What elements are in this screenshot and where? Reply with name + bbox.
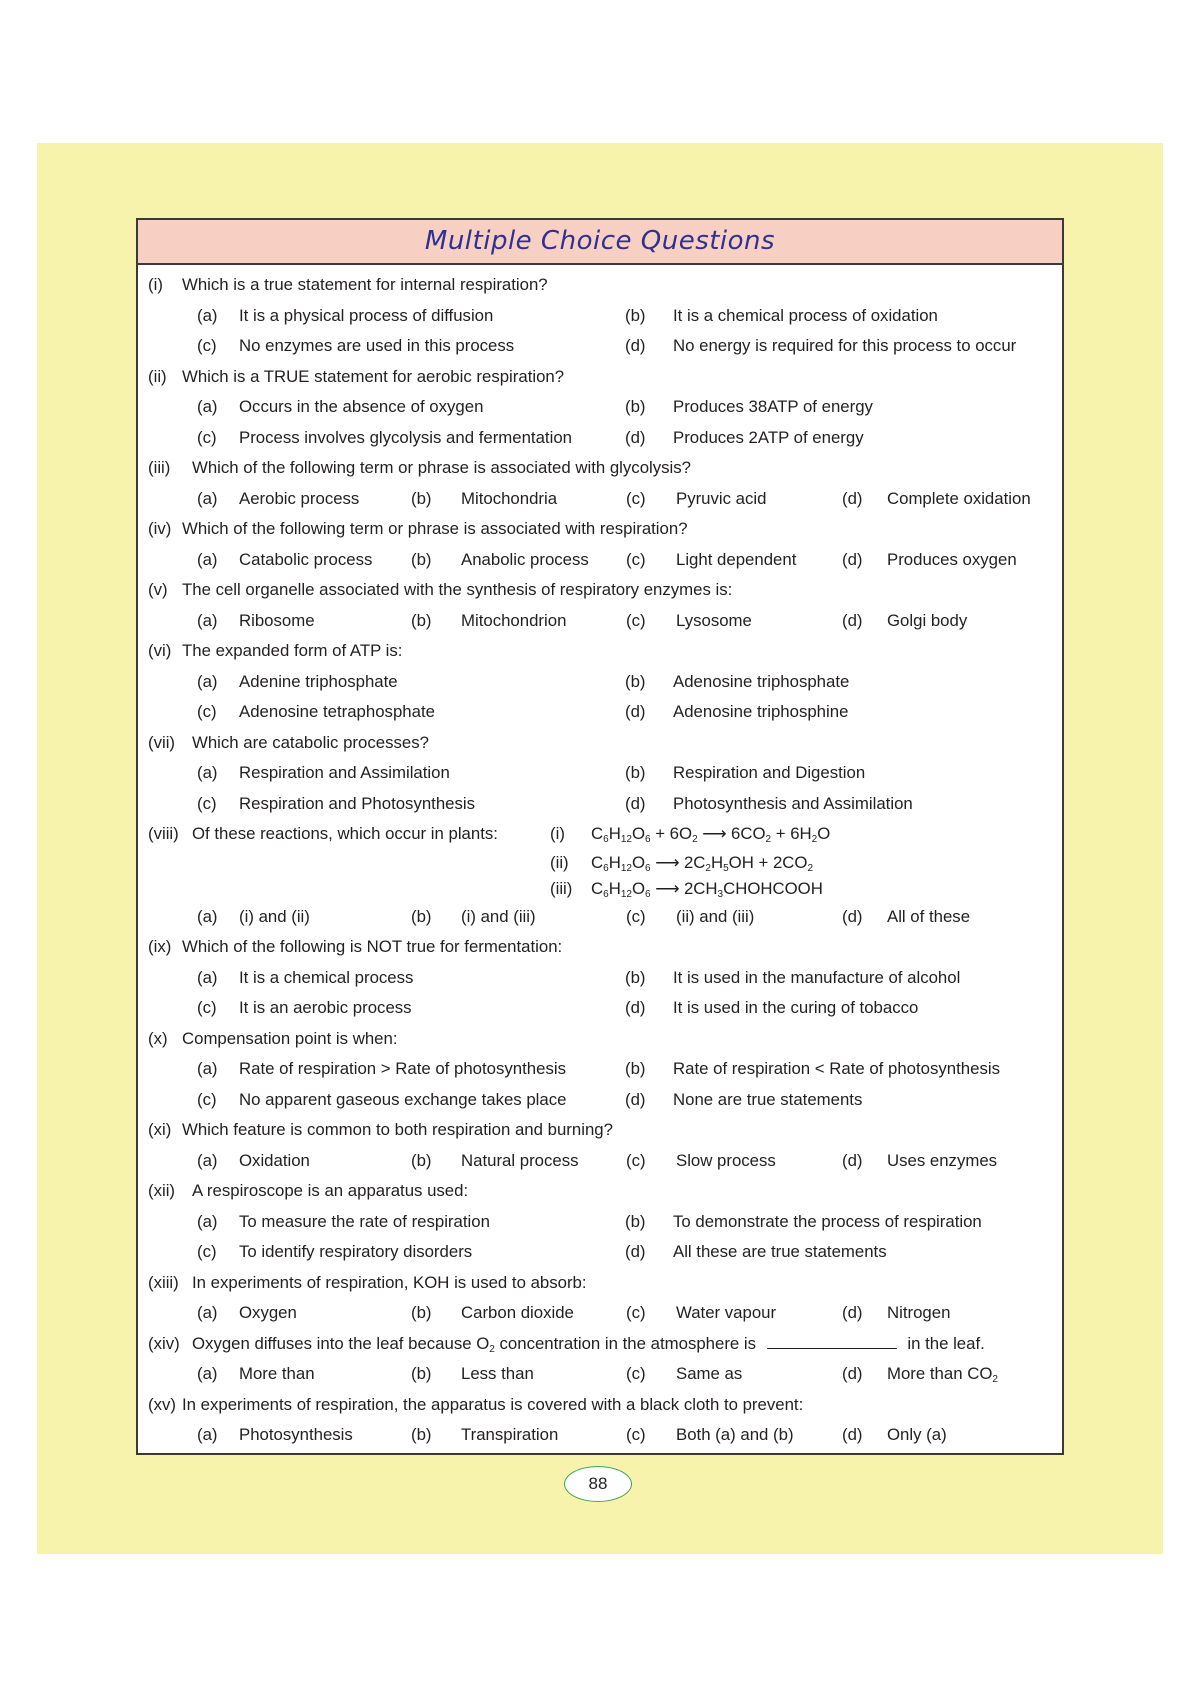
option-row <box>138 1207 1062 1238</box>
option-letter: (a) <box>197 1303 218 1322</box>
option-letter: (b) <box>411 1303 432 1322</box>
option-letter: (b) <box>625 397 646 416</box>
option-text: Occurs in the absence of oxygen <box>239 397 484 416</box>
option-letter: (c) <box>197 998 217 1017</box>
option-letter: (d) <box>842 610 863 630</box>
question-number: (iv) <box>148 519 172 538</box>
option-letter: (b) <box>625 1059 646 1078</box>
question-number: (xiii) <box>148 1272 179 1292</box>
question-row <box>138 1390 1062 1421</box>
option-text: It is a chemical process of oxidation <box>673 305 938 325</box>
page-number: 88 <box>564 1466 632 1502</box>
option-letter: (d) <box>625 998 646 1017</box>
question-number: (xii) <box>148 1181 176 1200</box>
option-text: It is a physical process of diffusion <box>239 305 494 325</box>
question-text: In experiments of respiration, the apparatus is covered with a black cloth to prevent: <box>182 1394 804 1414</box>
option-letter: (a) <box>197 397 218 416</box>
option-letter: (a) <box>197 549 218 569</box>
question-number: (xiv) <box>148 1333 180 1353</box>
option-row <box>138 993 1062 1024</box>
option-letter: (c) <box>197 336 217 355</box>
reaction-number: (iii) <box>550 878 573 898</box>
option-text: Pyruvic acid <box>676 488 767 508</box>
question-text: The cell organelle associated with the synthesis of respiratory enzymes is: <box>182 580 733 599</box>
question-number: (xv) <box>148 1394 176 1414</box>
option-letter: (d) <box>842 549 863 569</box>
option-letter: (b) <box>625 671 646 691</box>
option-letter: (a) <box>197 1059 218 1078</box>
option-row <box>138 545 1062 576</box>
option-letter: (c) <box>197 1089 217 1109</box>
option-letter: (a) <box>197 1211 218 1231</box>
option-text: Mitochondrion <box>461 610 567 630</box>
option-text: Aerobic process <box>239 488 360 508</box>
option-letter: (d) <box>842 1303 863 1322</box>
option-letter: (d) <box>842 488 863 508</box>
option-text: Photosynthesis and Assimilation <box>673 793 913 813</box>
option-text: Only (a) <box>887 1425 947 1444</box>
option-row <box>138 902 1062 933</box>
option-letter: (d) <box>625 336 646 355</box>
option-text: Water vapour <box>676 1303 777 1322</box>
option-text: All these are true statements <box>673 1242 887 1261</box>
question-number: (viii) <box>148 824 179 843</box>
option-letter: (a) <box>197 488 218 508</box>
option-letter: (c) <box>626 1303 646 1322</box>
option-row <box>138 301 1062 332</box>
reaction-equation: $C_6H_{12}O_6 + 6O_2$ ⟶ $6CO_2 + 6H_2O$ <box>591 824 831 845</box>
option-text: Transpiration <box>461 1425 559 1444</box>
option-letter: (c) <box>626 488 646 508</box>
option-letter: (c) <box>626 549 646 569</box>
option-text: More than $CO_2$ <box>887 1364 998 1385</box>
option-letter: (c) <box>626 1425 646 1444</box>
option-row <box>138 697 1062 728</box>
option-text: Produces 2ATP of energy <box>673 427 864 447</box>
question-number: (i) <box>148 275 163 294</box>
option-letter: (c) <box>197 427 217 447</box>
option-row <box>138 1146 1062 1177</box>
option-text: No enzymes are used in this process <box>239 336 515 355</box>
option-text: Photosynthesis <box>239 1425 353 1444</box>
option-text: Respiration and Digestion <box>673 763 866 782</box>
option-text: Slow process <box>676 1150 776 1170</box>
question-row <box>138 1268 1062 1299</box>
option-letter: (c) <box>626 906 646 926</box>
option-letter: (c) <box>626 1150 646 1170</box>
question-row <box>138 362 1062 393</box>
option-text: Mitochondria <box>461 488 558 508</box>
question-list <box>138 265 1062 1451</box>
question-text: Which of the following is NOT true for fermentation: <box>182 937 563 956</box>
question-text: Which are catabolic processes? <box>192 732 429 752</box>
question-number: (xi) <box>148 1120 172 1139</box>
option-letter: (a) <box>197 671 218 691</box>
option-row <box>138 1054 1062 1085</box>
question-row <box>138 1176 1062 1207</box>
option-letter: (b) <box>411 1425 432 1444</box>
question-number: (ii) <box>148 366 167 386</box>
reaction-equation: $C_6H_{12}O_6$ ⟶ $2C_2H_5OH + 2CO_2$ <box>591 852 814 874</box>
option-text: Rate of respiration > Rate of photosynthesis <box>239 1059 566 1078</box>
reaction-row <box>138 850 1062 876</box>
option-letter: (b) <box>411 488 432 508</box>
question-row <box>138 514 1062 545</box>
question-text: Which is a true statement for internal respiration? <box>182 275 548 294</box>
option-text: Light dependent <box>676 549 797 569</box>
option-row <box>138 1298 1062 1329</box>
question-number: (vi) <box>148 641 172 660</box>
question-row <box>138 636 1062 667</box>
option-letter: (c) <box>197 702 217 721</box>
question-text: Which feature is common to both respiration and burning? <box>182 1120 613 1139</box>
option-text: (i) and (ii) <box>239 906 310 926</box>
option-text: Respiration and Photosynthesis <box>239 793 476 813</box>
question-row <box>138 728 1062 759</box>
option-row <box>138 331 1062 362</box>
option-text: Both (a) and (b) <box>676 1425 794 1444</box>
option-letter: (c) <box>197 1242 217 1261</box>
option-text: Lysosome <box>676 610 752 630</box>
option-letter: (c) <box>626 610 646 630</box>
option-letter: (b) <box>411 1150 432 1170</box>
option-text: Adenosine triphosphine <box>673 702 849 721</box>
question-row <box>138 932 1062 963</box>
option-letter: (b) <box>625 1211 646 1231</box>
question-row <box>138 453 1062 484</box>
option-text: No apparent gaseous exchange takes place <box>239 1089 567 1109</box>
option-letter: (a) <box>197 305 218 325</box>
option-text: Produces oxygen <box>887 549 1017 569</box>
option-text: None are true statements <box>673 1089 863 1109</box>
option-text: Rate of respiration < Rate of photosynthesis <box>673 1059 1000 1078</box>
option-letter: (d) <box>625 427 646 447</box>
option-text: Nitrogen <box>887 1303 951 1322</box>
option-text: Adenosine tetraphosphate <box>239 702 435 721</box>
option-text: Respiration and Assimilation <box>239 763 450 782</box>
question-text: In experiments of respiration, KOH is used to absorb: <box>192 1272 587 1292</box>
option-row <box>138 1085 1062 1116</box>
option-text: Adenosine triphosphate <box>673 671 850 691</box>
option-letter: (d) <box>625 1089 646 1109</box>
option-letter: (d) <box>625 793 646 813</box>
option-letter: (a) <box>197 1364 218 1383</box>
option-letter: (d) <box>842 1425 863 1444</box>
option-letter: (c) <box>626 1364 646 1383</box>
option-text: Adenine triphosphate <box>239 671 398 691</box>
option-letter: (a) <box>197 967 218 987</box>
option-text: It is used in the manufacture of alcohol <box>673 967 961 987</box>
panel-title: Multiple Choice Questions <box>424 226 776 256</box>
question-number: (vii) <box>148 732 176 752</box>
question-row <box>138 819 1062 850</box>
option-text: All of these <box>887 906 971 926</box>
question-number: (x) <box>148 1028 168 1048</box>
option-text: Golgi body <box>887 610 968 630</box>
option-text: To measure the rate of respiration <box>239 1211 490 1231</box>
option-text: Process involves glycolysis and fermentation <box>239 427 572 447</box>
reaction-row <box>138 876 1062 902</box>
option-letter: (b) <box>625 305 646 325</box>
question-row <box>138 1115 1062 1146</box>
option-row <box>138 1237 1062 1268</box>
option-letter: (b) <box>411 549 432 569</box>
option-text: It is used in the curing of tobacco <box>673 998 919 1017</box>
option-letter: (c) <box>197 793 217 813</box>
option-letter: (b) <box>411 610 432 630</box>
option-text: It is a chemical process <box>239 967 414 987</box>
option-letter: (d) <box>842 1364 863 1383</box>
option-letter: (b) <box>411 1364 432 1383</box>
option-text: More than <box>239 1364 315 1383</box>
option-text: It is an aerobic process <box>239 998 412 1017</box>
option-row <box>138 963 1062 994</box>
option-letter: (d) <box>842 906 863 926</box>
question-row <box>138 1329 1062 1360</box>
answer-blank <box>767 1334 897 1349</box>
option-text: To identify respiratory disorders <box>239 1242 473 1261</box>
question-text: Which of the following term or phrase is associated with glycolysis? <box>192 458 691 477</box>
option-text: Uses enzymes <box>887 1150 998 1170</box>
option-text: Same as <box>676 1364 743 1383</box>
question-text: Of these reactions, which occur in plants: <box>192 824 498 843</box>
option-letter: (a) <box>197 1150 218 1170</box>
option-text: Natural process <box>461 1150 579 1170</box>
option-text: Oxidation <box>239 1150 310 1170</box>
option-row <box>138 392 1062 423</box>
option-text: No energy is required for this process to occur <box>673 336 1017 355</box>
question-number: (iii) <box>148 458 171 477</box>
reaction-number: (ii) <box>550 852 569 872</box>
option-text: Anabolic process <box>461 549 589 569</box>
option-row <box>138 1420 1062 1451</box>
mcq-panel <box>136 218 1064 1455</box>
option-text: Oxygen <box>239 1303 297 1322</box>
question-text: Compensation point is when: <box>182 1028 398 1048</box>
question-row <box>138 1024 1062 1055</box>
option-text: To demonstrate the process of respiration <box>673 1211 982 1231</box>
reaction-equation: $C_6H_{12}O_6$ ⟶ $2CH_3CHOHCOOH$ <box>591 878 823 900</box>
option-letter: (d) <box>842 1150 863 1170</box>
option-letter: (b) <box>625 967 646 987</box>
panel-header <box>138 220 1062 265</box>
option-row <box>138 789 1062 820</box>
option-letter: (b) <box>625 763 646 782</box>
option-text: Ribosome <box>239 610 315 630</box>
option-text: Produces 38ATP of energy <box>673 397 873 416</box>
option-letter: (a) <box>197 906 218 926</box>
question-row <box>138 575 1062 606</box>
question-row <box>138 270 1062 301</box>
question-text: Which is a TRUE statement for aerobic respiration? <box>182 366 565 386</box>
option-text: Less than <box>461 1364 534 1383</box>
option-letter: (d) <box>625 1242 646 1261</box>
option-row <box>138 423 1062 454</box>
question-number: (v) <box>148 580 168 599</box>
option-letter: (d) <box>625 702 646 721</box>
option-row <box>138 484 1062 515</box>
option-text: Catabolic process <box>239 549 373 569</box>
option-text: Complete oxidation <box>887 488 1031 508</box>
reaction-number: (i) <box>550 824 565 843</box>
option-text: Carbon dioxide <box>461 1303 574 1322</box>
option-letter: (a) <box>197 1425 218 1444</box>
option-row <box>138 758 1062 789</box>
option-text: (ii) and (iii) <box>676 906 755 926</box>
option-letter: (a) <box>197 763 218 782</box>
option-row <box>138 606 1062 637</box>
option-row <box>138 1359 1062 1390</box>
option-letter: (a) <box>197 610 218 630</box>
question-number: (ix) <box>148 937 172 956</box>
option-row <box>138 667 1062 698</box>
question-text: A respiroscope is an apparatus used: <box>192 1181 469 1200</box>
question-text: The expanded form of ATP is: <box>182 641 403 660</box>
option-letter: (b) <box>411 906 432 926</box>
question-text: Which of the following term or phrase is associated with respiration? <box>182 519 688 538</box>
question-text: Oxygen diffuses into the leaf because $O_2$ concentration in the atmosphere is in the leaf. <box>192 1333 985 1355</box>
option-text: (i) and (iii) <box>461 906 536 926</box>
